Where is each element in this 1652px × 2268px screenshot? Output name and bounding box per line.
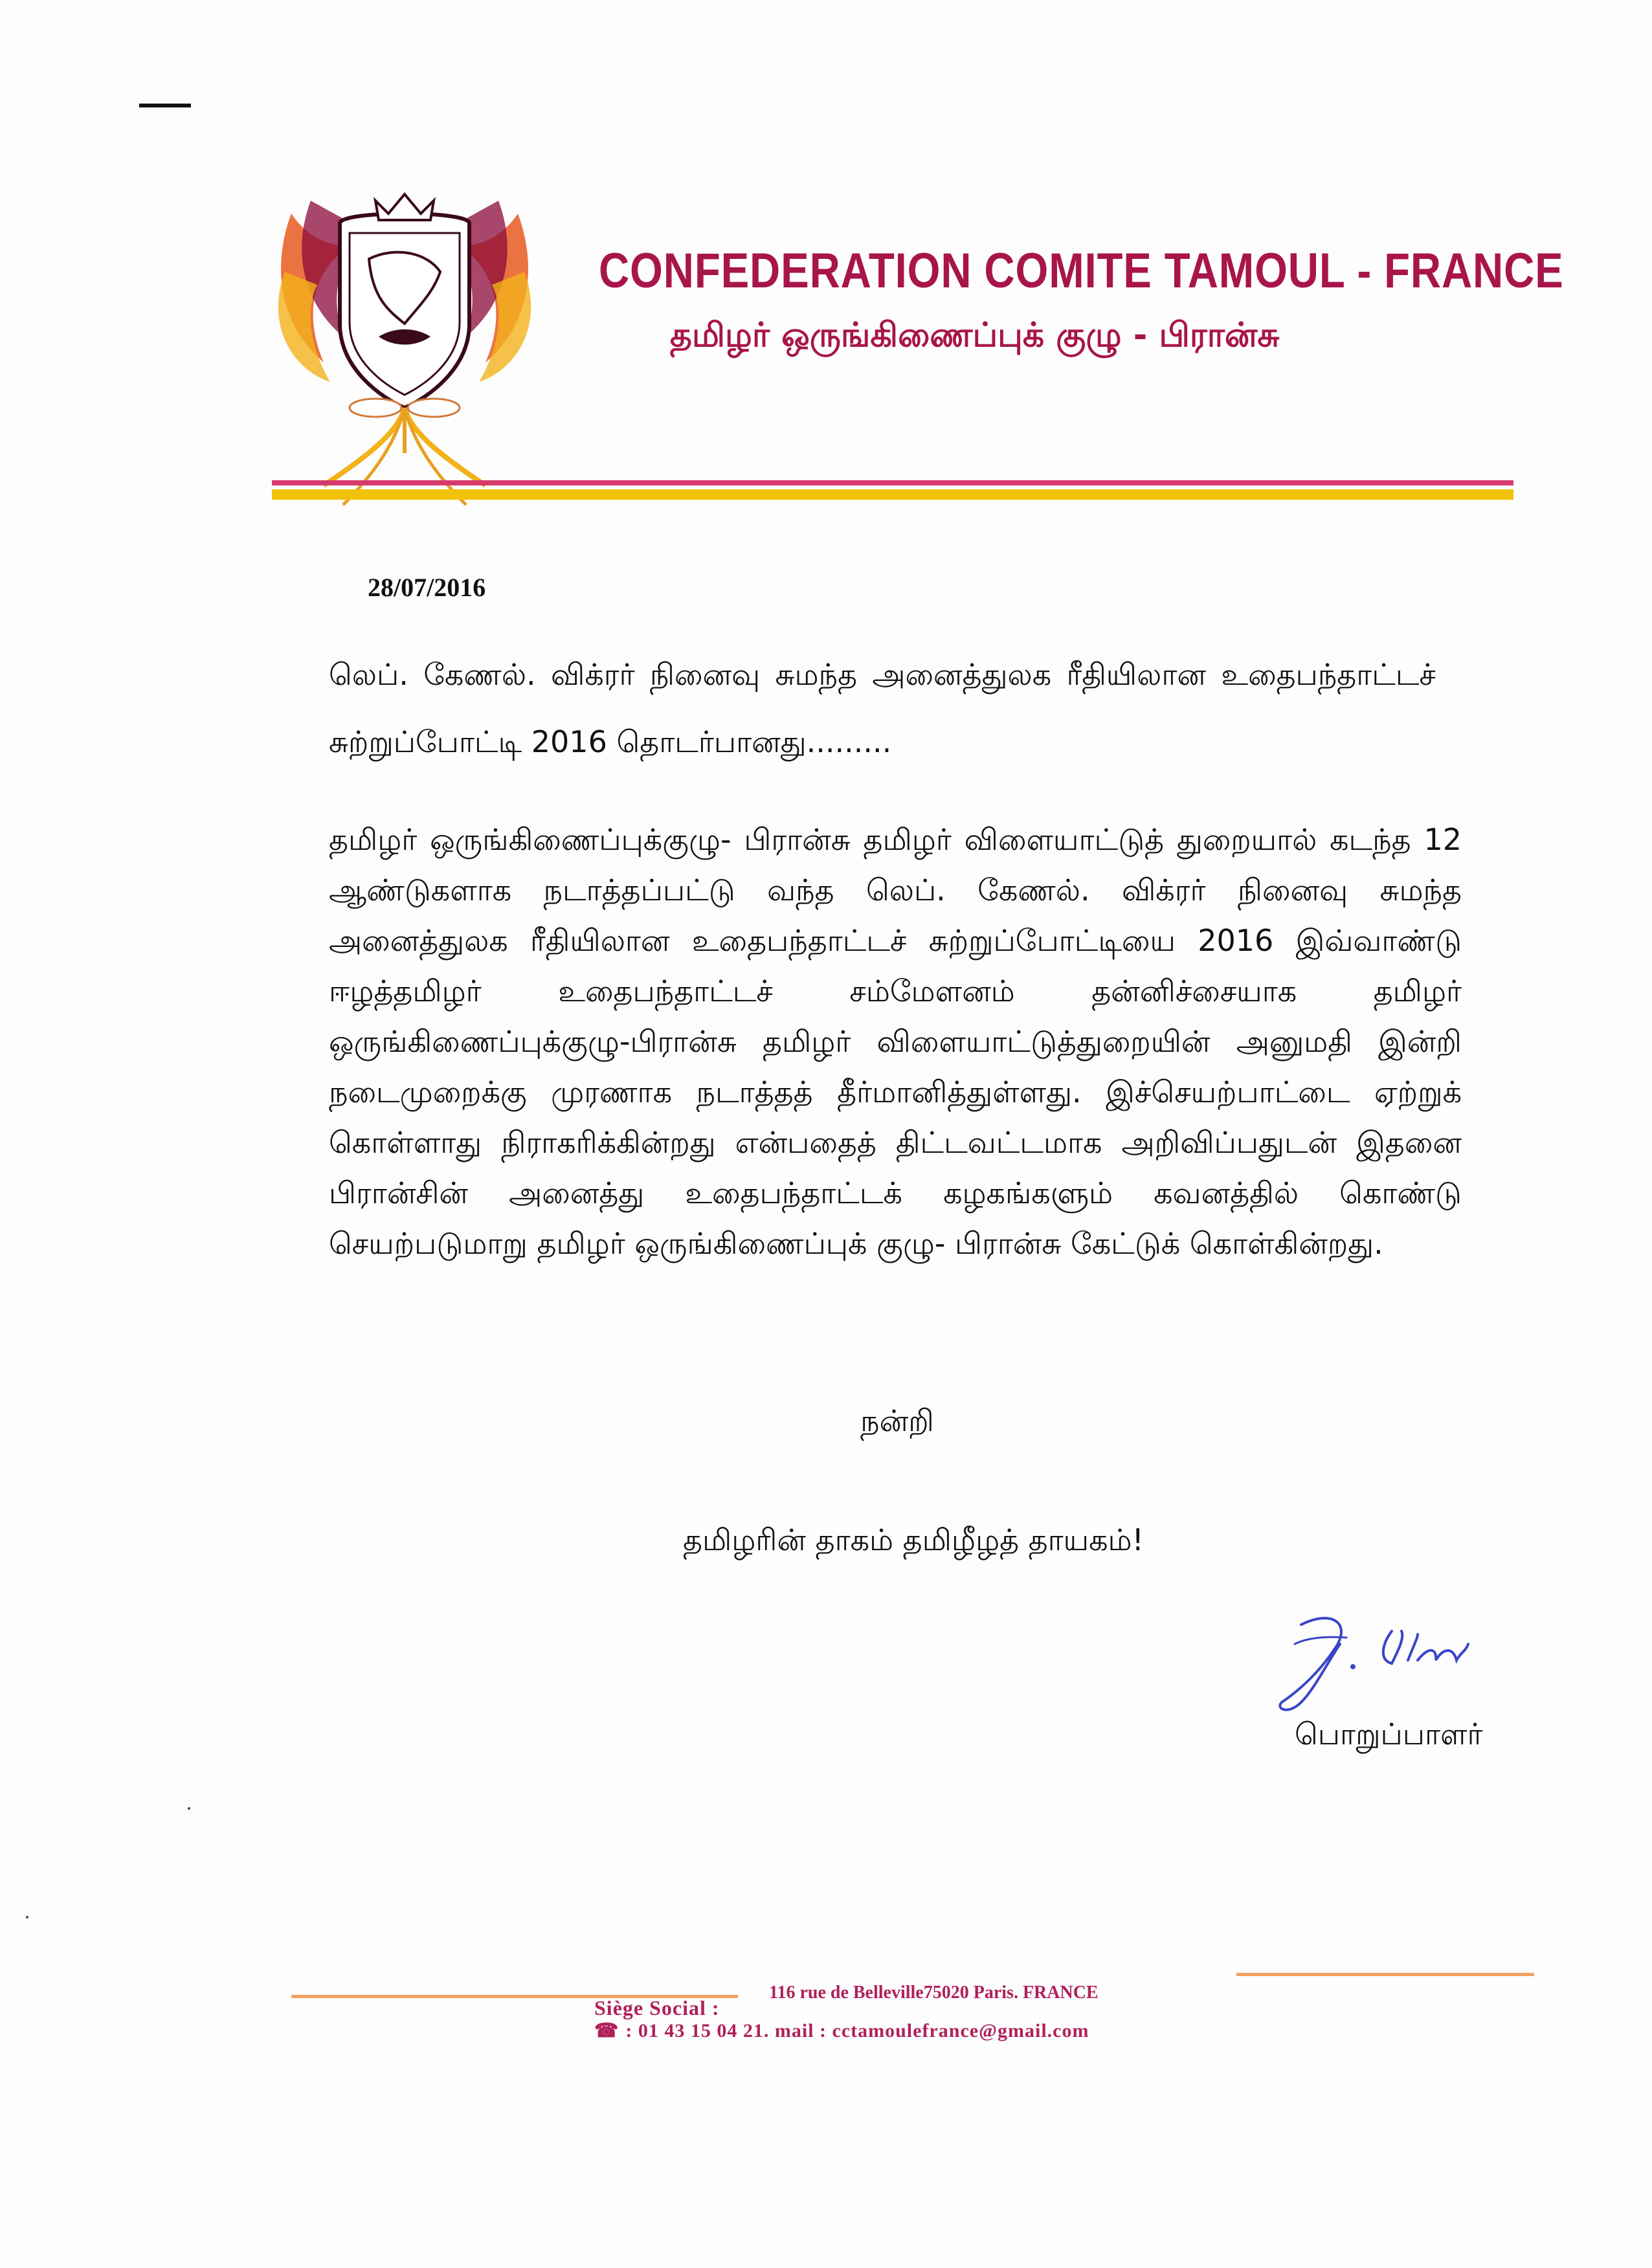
footer-rule-right: [1236, 1973, 1534, 1976]
letter-thanks: நன்றி: [860, 1403, 934, 1438]
letter-subject: லெப். கேணல். விக்ரர் நினைவு சுமந்த அனைத்துலக ரீதியிலான உதைபந்தாட்டச் சுற்றுப்போட்டி 2016 தொடர்பானது.........: [329, 657, 1436, 759]
signer-title: பொறுப்பாளர்: [1295, 1717, 1483, 1751]
scan-speck: [26, 1916, 28, 1918]
scan-mark: [139, 104, 191, 107]
organization-name-tamil: தமிழர் ஒருங்கிணைப்புக் குழு - பிரான்சு: [670, 316, 1280, 355]
letter-date: 28/07/2016: [368, 573, 486, 602]
footer-contact-text: : 01 43 15 04 21. mail : cctamoulefrance@gmail.com: [625, 2020, 1089, 2041]
organization-name-french: CONFEDERATION COMITE TAMOUL - FRANCE: [599, 243, 1564, 298]
scan-speck: [188, 1807, 190, 1810]
letter-body: தமிழர் ஒருங்கிணைப்புக்குழு- பிரான்சு தமிழர் விளையாட்டுத் துறையால் கடந்த 12 ஆண்டுகளாக நடாத்தப்பட்டு வந்த லெப். கேணல். விக்ரர் நினைவு சுமந்த அனைத்துலக ரீதியிலான உதைபந்தாட்டச் சுற்றுப்போட்டியை 2016 இவ்வாண்டு ஈழத்தமிழர் உதைபந்தாட்டச் சம்மேளனம் தன்னிச்சையாக தமிழர் ஒருங்கிணைப்புக்குழு-பிரான்சு தமிழர் விளையாட்டுத்துறையின் அனுமதி இன்றி நடைமுறைக்கு முரணாக நடாத்தத் தீர்மானித்துள்ளது. இச்செயற்பாட்டை ஏற்றுக் கொள்ளாது நிராகரிக்கின்றது என்பதைத் திட்டவட்டமாக அறிவிப்பதுடன் இதனை பிரான்சின் அனைத்து உதைபந்தாட்டக் கழகங்களும் கவனத்தில் கொண்டு செயற்படுமாறு தமிழர் ஒருங்கிணைப்புக் குழு- பிரான்சு கேட்டுக் கொள்கின்றது.: [329, 822, 1462, 1261]
header-rule-yellow: [272, 489, 1513, 500]
handwritten-signature: [1262, 1605, 1495, 1735]
organization-logo: [265, 175, 544, 511]
letter-slogan: தமிழரின் தாகம் தமிழீழத் தாயகம்!: [683, 1522, 1144, 1557]
telephone-icon: ☎: [594, 2020, 620, 2041]
footer-contact: [594, 2019, 1089, 2042]
footer-address: 116 rue de Belleville75020 Paris. FRANCE: [769, 1983, 1099, 2003]
header-rule-pink: [272, 480, 1513, 485]
footer-siege-label: Siège Social :: [594, 1996, 720, 2019]
